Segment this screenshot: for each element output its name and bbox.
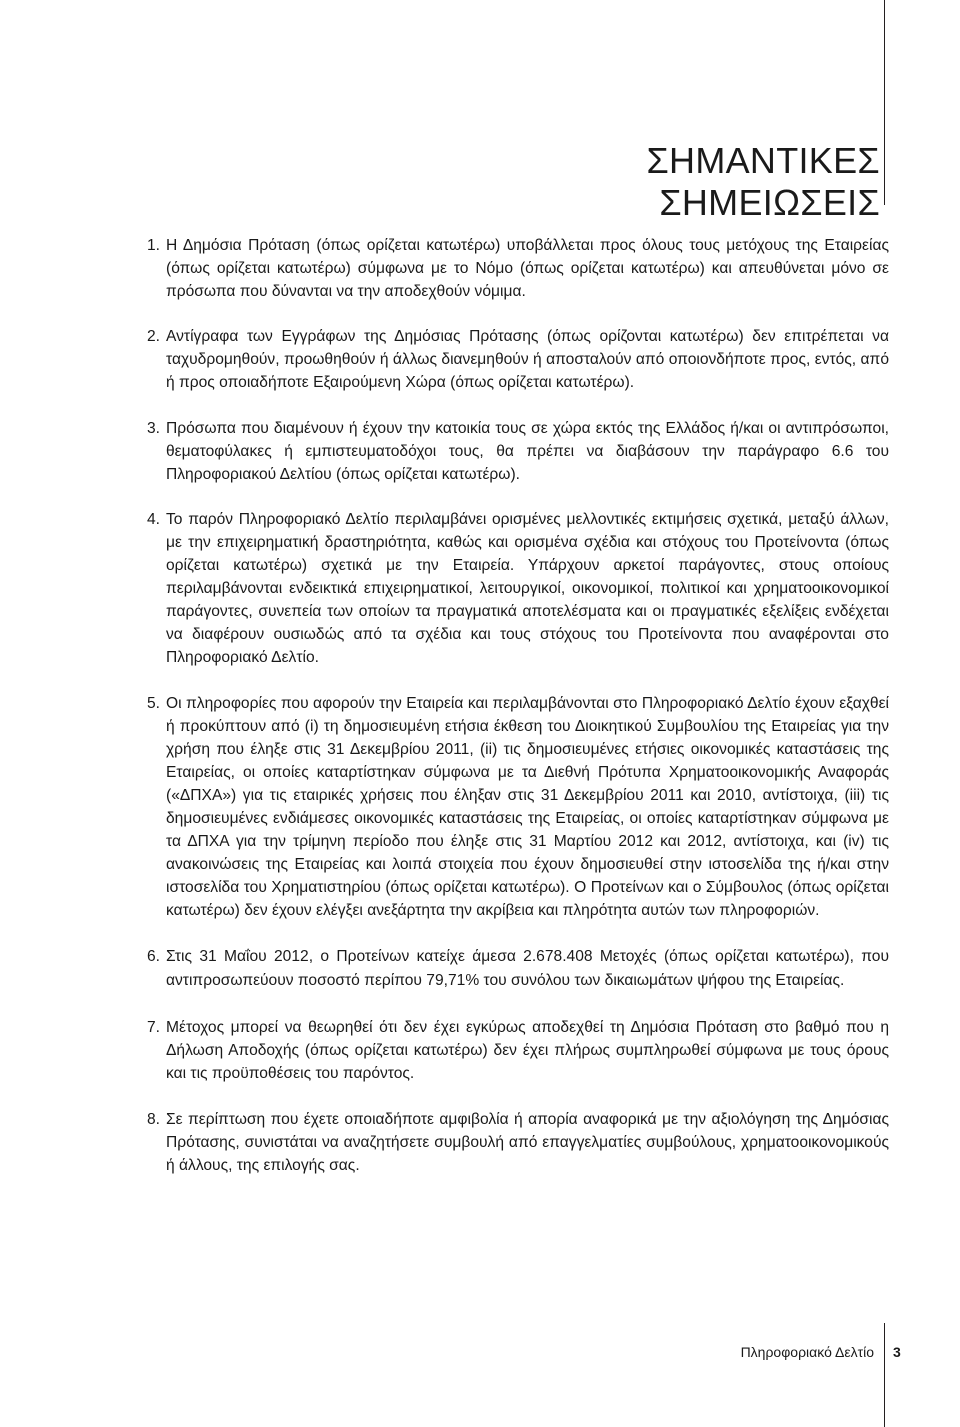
note-text: Σε περίπτωση που έχετε οποιαδήποτε αμφιβολία ή απορία αναφορικά με την αξιολόγηση της Δημόσιας Πρότασης, συνιστάται να αναζητήσετε συμβουλή από επαγγελματίες συμβούλους, χρηματοοικονομικούς ή άλλους, της επιλογής σας. — [166, 1110, 889, 1175]
note-number: 3. — [147, 419, 161, 437]
note-item — [134, 945, 889, 991]
page-number: 3 — [893, 1344, 901, 1360]
note-number: 6. — [147, 948, 161, 966]
note-number: 4. — [147, 510, 161, 528]
note-item — [134, 417, 889, 486]
note-item — [134, 508, 889, 670]
note-number: 7. — [147, 1018, 161, 1036]
note-text: Πρόσωπα που διαμένουν ή έχουν την κατοικία τους σε χώρα εκτός της Ελλάδος ή/και οι αντιπρόσωποι, θεματοφύλακες ή εμπιστευματοδόχοι τους, θα πρέπει να διαβάσουν την παράγραφο 6.6 του Πληροφοριακού Δελτίου (όπως ορίζεται κατωτέρω). — [166, 419, 889, 483]
note-number: 1. — [147, 237, 161, 254]
page-title: ΣΗΜΑΝΤΙΚΕΣ ΣΗΜΕΙΩΣΕΙΣ — [646, 140, 880, 223]
note-item — [134, 234, 889, 303]
notes-list — [134, 234, 889, 1177]
note-number: 8. — [147, 1110, 161, 1128]
footer-document-title: Πληροφοριακό Δελτίο — [740, 1344, 874, 1360]
note-text: Αντίγραφα των Εγγράφων της Δημόσιας Πρότασης (όπως ορίζονται κατωτέρω) δεν επιτρέπεται να ταχυδρομηθούν, προωθηθούν ή άλλως διανεμηθούν ή αποσταλούν από οποιονδήποτε προς, εντός, από ή προς οποιαδήποτε Εξαιρούμενη Χώρα (όπως ορίζεται κατωτέρω). — [166, 328, 889, 392]
note-number: 2. — [147, 328, 161, 346]
note-text: Το παρόν Πληροφοριακό Δελτίο περιλαμβάνει ορισμένες μελλοντικές εκτιμήσεις σχετικά, μεταξύ άλλων, με την επιχειρηματική δραστηριότητα, καθώς και ορισμένα σχέδια και στόχους του Προτείνοντα (όπως ορίζεται κατωτέρω) σχετικά με την Εταιρεία. Υπάρχουν αρκετοί παράγοντες, στους οποίους περιλαμβάνονται ενδεικτικά επιχειρηματικοί, λειτουργικοί, οικονομικοί, πολιτικοί και χρηματοοικονομικοί παράγοντες, συνεπεία των οποίων τα πραγματικά αποτελέσματα και οι πραγματικές εξελίξεις ενδέχεται να διαφέρουν ουσιωδώς από τα σχέδια και τους στόχους του Προτείνοντα που αναφέρονται στο Πληροφοριακό Δελτίο. — [166, 510, 889, 667]
margin-rule-bottom — [884, 1323, 885, 1427]
margin-rule-top — [884, 0, 885, 205]
note-item — [134, 1108, 889, 1177]
note-text: Μέτοχος μπορεί να θεωρηθεί ότι δεν έχει εγκύρως αποδεχθεί τη Δημόσια Πρόταση στο βαθμό που η Δήλωση Αποδοχής (όπως ορίζεται κατωτέρω) δεν έχει πλήρως συμπληρωθεί σύμφωνα με τους όρους και τις προϋποθέσεις του παρόντος. — [166, 1018, 889, 1082]
note-item — [134, 1016, 889, 1085]
note-text: Στις 31 Μαΐου 2012, ο Προτείνων κατείχε άμεσα 2.678.408 Μετοχές (όπως ορίζεται κατωτέρω), που αντιπροσωπεύουν ποσοστό περίπου 79,71% του συνόλου των δικαιωμάτων ψήφου της Εταιρείας. — [166, 948, 889, 989]
note-item — [134, 692, 889, 923]
note-number: 5. — [147, 694, 161, 712]
note-text: Οι πληροφορίες που αφορούν την Εταιρεία και περιλαμβάνονται στο Πληροφοριακό Δελτίο έχουν εξαχθεί ή προκύπτουν από (i) τη δημοσιευμένη ετήσια έκθεση του Διοικητικού Συμβουλίου της Εταιρείας για την χρήση που έληξε στις 31 Δεκεμβρίου 2011, (ii) τις δημοσιευμένες ετήσιες οικονομικές καταστάσεις της Εταιρείας, οι οποίες καταρτίστηκαν σύμφωνα με τα Διεθνή Πρότυπα Χρηματοοικονομικής Αναφοράς («ΔΠΧΑ») για τις εταιρικές χρήσεις που έληξαν στις 31 Δεκεμβρίου 2011 και 2010, αντίστοιχα, (iii) τις δημοσιευμένες ενδιάμεσες οικονομικές καταστάσεις της Εταιρείας, οι οποίες καταρτίστηκαν σύμφωνα με τα ΔΠΧΑ για την τρίμηνη περίοδο που έληξε στις 31 Μαρτίου 2012 και 2012, αντίστοιχα, και (iv) τις ανακοινώσεις της Εταιρείας και λοιπά στοιχεία που έχουν δημοσιευθεί στην ιστοσελίδα της ή/και στην ιστοσελίδα του Χρηματιστηρίου (όπως ορίζεται κατωτέρω). Ο Προτείνων και ο Σύμβουλος (όπως ορίζεται κατωτέρω) δεν έχουν ελέγξει ανεξάρτητα την ακρίβεια και πληρότητα αυτών των πληροφοριών. — [166, 694, 889, 920]
note-text: Η Δημόσια Πρόταση (όπως ορίζεται κατωτέρω) υποβάλλεται προς όλους τους μετόχους της Εταιρείας (όπως ορίζεται κατωτέρω) σύμφωνα με το Νόμο (όπως ορίζεται κατωτέρω) και απευθύνεται μόνο σε πρόσωπα που δύνανται να την αποδεχθούν νόμιμα. — [166, 237, 889, 301]
note-item — [134, 325, 889, 394]
